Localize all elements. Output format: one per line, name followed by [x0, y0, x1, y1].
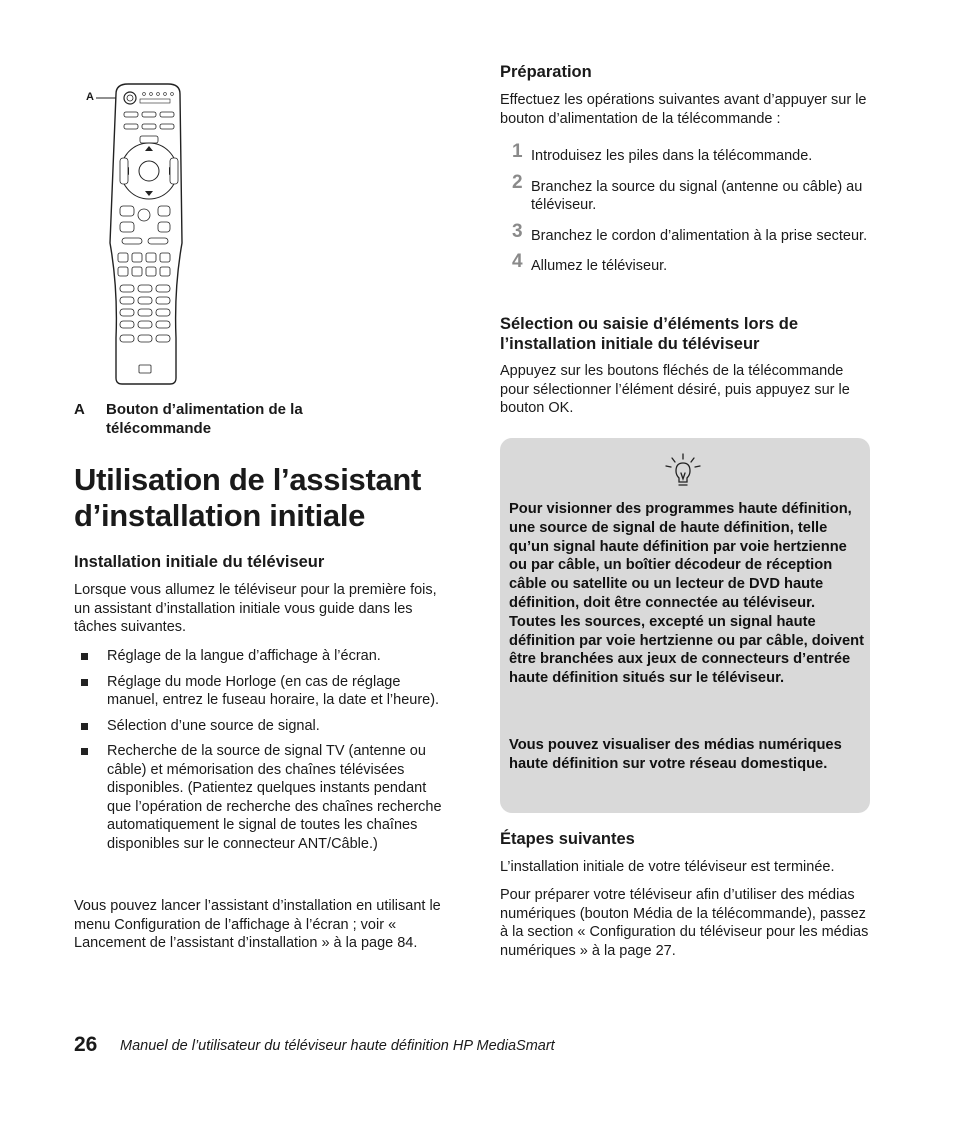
page-title: Utilisation de l’assistant d’installation initiale	[74, 462, 422, 533]
list-item: Réglage de la langue d’affichage à l’écran.	[74, 647, 446, 666]
list-item: Sélection d’une source de signal.	[74, 717, 446, 736]
tip-paragraph-hd-sources: Pour visionner des programmes haute définition, une source de signal de haute définition, telle qu’un signal haute définition par voie hertzienne ou par câble, un boîtier décodeur de réception câble ou satellite ou un lecteur de DVD haute définition, doit être connectée au téléviseur. Toutes les sources, excepté un signal haute définition par voie hertzienne ou par câble, doivent être branchées aux jeux de connecteurs d’entrée haute définition situés sur le téléviseur.	[509, 501, 865, 687]
next-steps-done: L’installation initiale de votre téléviseur est terminée.	[500, 859, 835, 875]
section-heading-preparation: Préparation	[500, 63, 592, 81]
task-list	[74, 647, 446, 860]
step-item: 4 Allumez le téléviseur.	[512, 251, 668, 274]
list-item: Réglage du mode Horloge (en cas de réglage manuel, entrez le fuseau horaire, la date et l’heure).	[74, 673, 446, 710]
section-heading-installation: Installation initiale du téléviseur	[74, 553, 325, 571]
caption-text: Bouton d’alimentation de la télécommande	[106, 401, 303, 437]
step-item: 3 Branchez le cordon d’alimentation à la prise secteur.	[512, 220, 868, 244]
installation-intro: Lorsque vous allumez le téléviseur pour la première fois, un assistant d’installation initiale vous guide dans les tâches suivantes.	[74, 582, 437, 635]
bullet-square-icon	[81, 679, 88, 686]
footer-manual-title: Manuel de l’utilisateur du téléviseur haute définition HP MediaSmart	[120, 1038, 555, 1054]
step-item: 1 Introduisez les piles dans la télécommande.	[512, 141, 813, 164]
wizard-closing: Vous pouvez lancer l’assistant d’installation en utilisant le menu Configuration de l’affichage à l’écran ; voir « Lancement de l’assistant d’installation » à la page 84.	[74, 898, 441, 951]
hd-tip-box	[500, 438, 870, 813]
tip-paragraph-home-network: Vous pouvez visualiser des médias numériques haute définition sur votre réseau domestique.	[509, 737, 842, 772]
list-item: Recherche de la source de signal TV (antenne ou câble) et mémorisation des chaînes télévisées disponibles. (Patientez quelques instants pendant que l’opération de recherche des chaînes recherche automatiquement le signal de toutes les chaînes disponibles sur le connecteur ANT/Câble.)	[74, 742, 446, 853]
preparation-steps	[500, 141, 872, 288]
power-button-icon	[124, 92, 136, 104]
preparation-intro: Effectuez les opérations suivantes avant d’appuyer sur le bouton d’alimentation de la télécommande :	[500, 92, 867, 127]
bullet-square-icon	[81, 653, 88, 660]
step-item: 2 Branchez la source du signal (antenne ou câble) au téléviseur.	[512, 171, 863, 213]
section-heading-selection: Sélection ou saisie d’éléments lors de l’installation initiale du téléviseur	[500, 315, 799, 353]
remote-control-drawing	[82, 78, 202, 400]
lightbulb-icon	[663, 452, 703, 488]
caption-letter: A	[74, 401, 85, 418]
selection-body: Appuyez sur les boutons fléchés de la télécommande pour sélectionner l’élément désiré, puis appuyez sur le bouton OK.	[500, 363, 850, 416]
next-steps-media: Pour préparer votre téléviseur afin d’utiliser des médias numériques (bouton Média de la télécommande), passez à la section « Configuration du téléviseur pour les médias numériques » à la page 27.	[500, 887, 869, 959]
callout-letter-a: A	[86, 91, 94, 103]
bullet-square-icon	[81, 748, 88, 755]
page-number: 26	[74, 1033, 98, 1056]
bullet-square-icon	[81, 723, 88, 730]
section-heading-next-steps: Étapes suivantes	[500, 830, 635, 848]
remote-control-illustration	[82, 78, 202, 400]
